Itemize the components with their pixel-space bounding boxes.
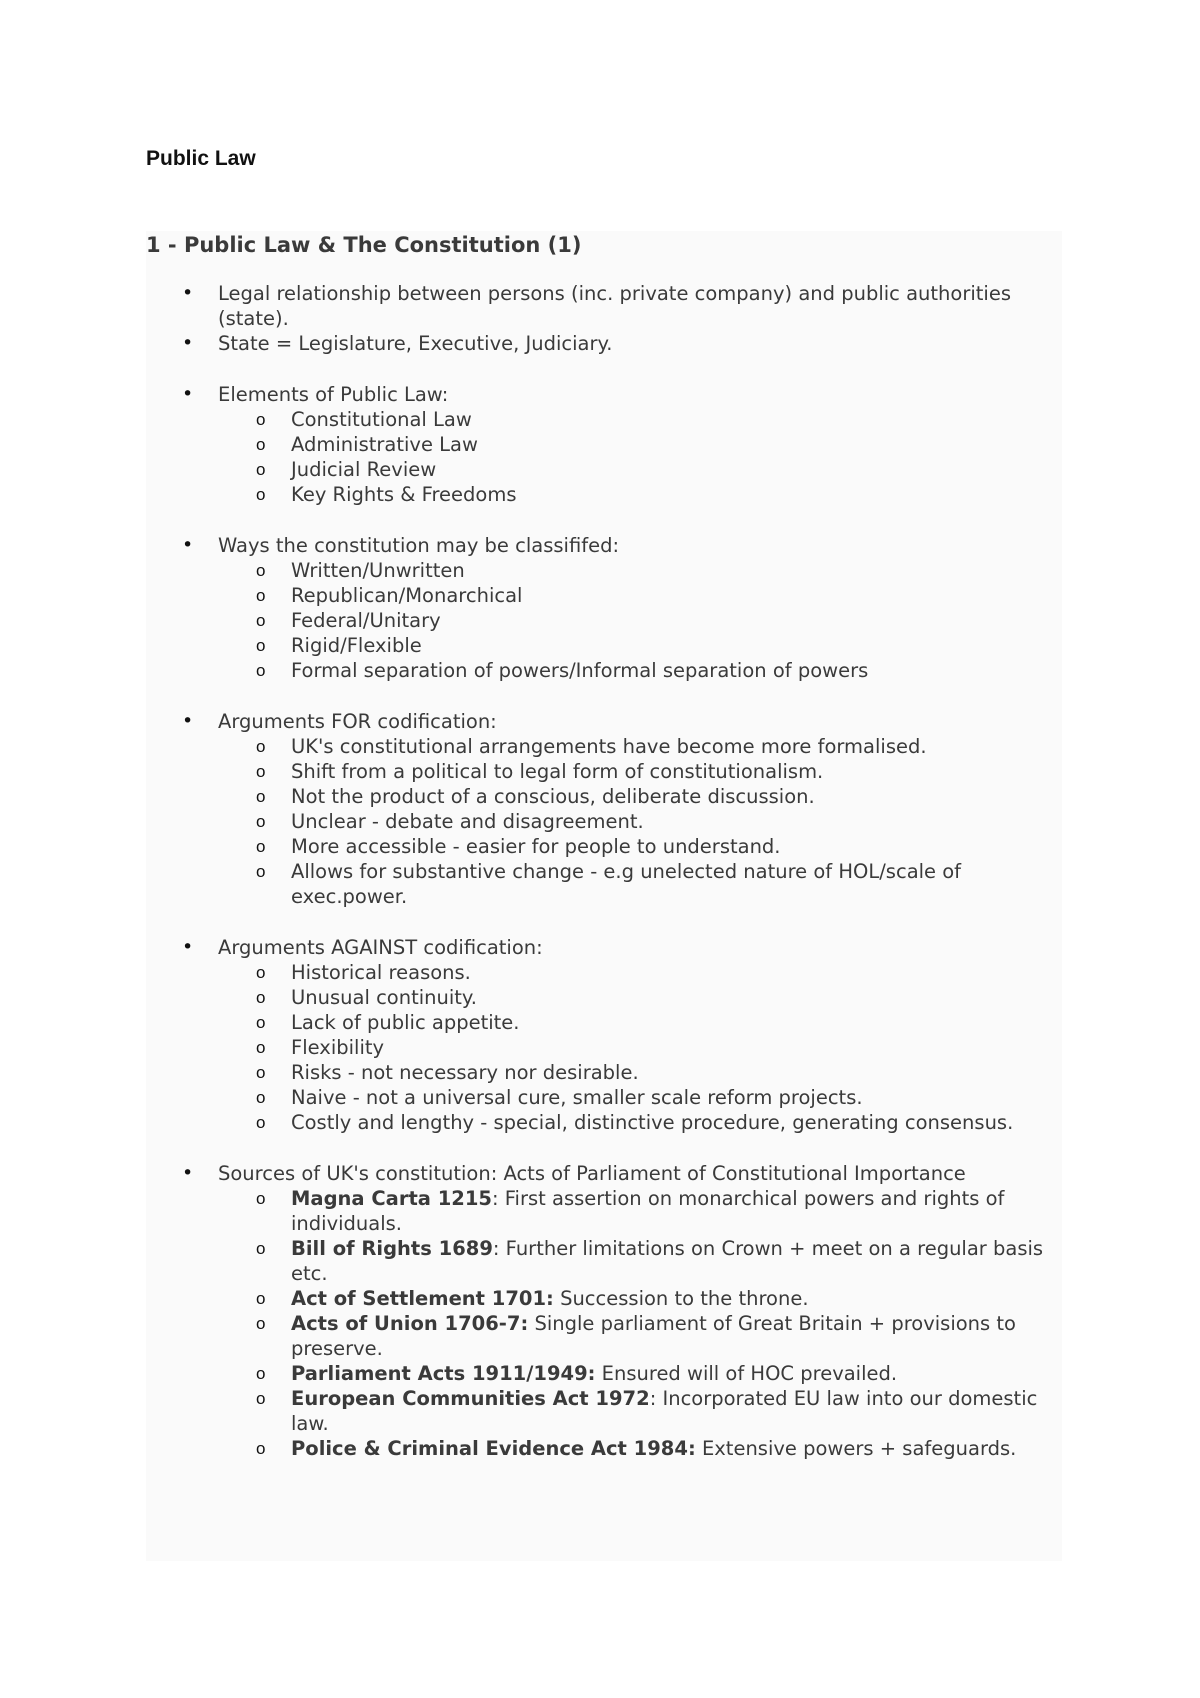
sub-bullet-icon: o <box>256 812 266 831</box>
bullet-item <box>146 1161 1062 1186</box>
sub-bullet-icon: o <box>256 963 266 982</box>
bullet-text: Arguments AGAINST codification: <box>218 936 543 959</box>
sub-item <box>146 457 1062 482</box>
bullet-item <box>146 709 1062 734</box>
act-description: Extensive powers + safeguards. <box>695 1437 1017 1460</box>
sub-item-text: Administrative Law <box>291 433 478 456</box>
sub-item-text: Unusual continuity. <box>291 986 477 1009</box>
bullet-text: Elements of Public Law: <box>218 383 449 406</box>
sub-item <box>146 1110 1062 1135</box>
bullet-item <box>146 331 1062 356</box>
source-item <box>146 1386 1062 1436</box>
bullet-text: Arguments FOR codification: <box>218 710 497 733</box>
sub-bullet-icon: o <box>256 737 266 756</box>
sub-item <box>146 432 1062 457</box>
act-description: Succession to the throne. <box>553 1287 809 1310</box>
sub-item-text: Lack of public appetite. <box>291 1011 520 1034</box>
sub-item <box>146 608 1062 633</box>
sub-bullet-icon: o <box>256 561 266 580</box>
sub-item <box>146 1035 1062 1060</box>
sub-bullet-icon: o <box>256 611 266 630</box>
act-description: Single parliament of Great Britain + provisions to preserve. <box>291 1312 1016 1360</box>
sub-bullet-icon: o <box>256 1189 266 1208</box>
sub-item <box>146 985 1062 1010</box>
act-name: Magna Carta 1215 <box>291 1187 492 1210</box>
sub-bullet-icon: o <box>256 862 266 881</box>
bullet-dot-icon: • <box>182 383 194 405</box>
bullet-group <box>146 382 1062 507</box>
section-heading: 1 - Public Law & The Constitution (1) <box>146 233 582 257</box>
sub-bullet-icon: o <box>256 1364 266 1383</box>
sub-item-text: Key Rights & Freedoms <box>291 483 517 506</box>
sub-bullet-icon: o <box>256 1113 266 1132</box>
sub-item-text: Costly and lengthy - special, distinctive procedure, generating consensus. <box>291 1111 1014 1134</box>
sub-item-text: Not the product of a conscious, deliberate discussion. <box>291 785 815 808</box>
sub-bullet-icon: o <box>256 762 266 781</box>
sub-item-text: Unclear - debate and disagreement. <box>291 810 644 833</box>
bullet-item <box>146 533 1062 558</box>
source-item <box>146 1311 1062 1361</box>
sub-item-text: Risks - not necessary nor desirable. <box>291 1061 639 1084</box>
bullet-text: Sources of UK's constitution: Acts of Parliament of Constitutional Importance <box>218 1162 966 1185</box>
bullet-item <box>146 382 1062 407</box>
bullet-group <box>146 533 1062 683</box>
sub-bullet-icon: o <box>256 586 266 605</box>
bullet-text: Ways the constitution may be classififed: <box>218 534 620 557</box>
sub-item <box>146 784 1062 809</box>
sub-bullet-icon: o <box>256 1063 266 1082</box>
sub-bullet-icon: o <box>256 410 266 429</box>
act-name: Acts of Union 1706-7: <box>291 1312 529 1335</box>
act-name: Police & Criminal Evidence Act 1984: <box>291 1437 696 1460</box>
bullet-dot-icon: • <box>182 282 194 304</box>
content-area <box>146 231 1062 1487</box>
sub-item-text: Rigid/Flexible <box>291 634 422 657</box>
bullet-dot-icon: • <box>182 936 194 958</box>
sub-item <box>146 1085 1062 1110</box>
sub-bullet-icon: o <box>256 1314 266 1333</box>
sub-item <box>146 633 1062 658</box>
bullet-dot-icon: • <box>182 710 194 732</box>
bullet-item <box>146 281 1062 331</box>
sub-bullet-icon: o <box>256 837 266 856</box>
sub-item-text: Judicial Review <box>291 458 437 481</box>
sub-item <box>146 809 1062 834</box>
sub-item <box>146 407 1062 432</box>
bullet-list <box>146 281 1062 1461</box>
sub-item <box>146 834 1062 859</box>
sub-bullet-icon: o <box>256 1239 266 1258</box>
sub-bullet-icon: o <box>256 1038 266 1057</box>
act-name: Bill of Rights 1689 <box>291 1237 493 1260</box>
sub-item <box>146 1010 1062 1035</box>
bullet-text: State = Legislature, Executive, Judiciary. <box>218 332 613 355</box>
sub-list <box>146 558 1062 683</box>
sub-item-text: Historical reasons. <box>291 961 471 984</box>
sub-list <box>146 734 1062 909</box>
sub-bullet-icon: o <box>256 1289 266 1308</box>
sub-item <box>146 734 1062 759</box>
source-item <box>146 1286 1062 1311</box>
sub-item-text: Federal/Unitary <box>291 609 441 632</box>
sub-item-text: More accessible - easier for people to understand. <box>291 835 781 858</box>
bullet-group <box>146 281 1062 356</box>
sub-bullet-icon: o <box>256 435 266 454</box>
bullet-group <box>146 709 1062 909</box>
sub-item-text: Allows for substantive change - e.g unelected nature of HOL/scale of exec.power. <box>291 860 962 908</box>
sub-item <box>146 859 1062 909</box>
source-item <box>146 1236 1062 1286</box>
act-description: : Further limitations on Crown + meet on a regular basis etc. <box>291 1237 1044 1285</box>
sub-item <box>146 583 1062 608</box>
sub-item-text: Flexibility <box>291 1036 385 1059</box>
bullet-group <box>146 1161 1062 1461</box>
sub-item-text: Formal separation of powers/Informal separation of powers <box>291 659 869 682</box>
source-item <box>146 1436 1062 1461</box>
sub-item-text: Naive - not a universal cure, smaller scale reform projects. <box>291 1086 863 1109</box>
sub-bullet-icon: o <box>256 1013 266 1032</box>
bullet-item <box>146 935 1062 960</box>
sub-item-text: Constitutional Law <box>291 408 472 431</box>
sub-bullet-icon: o <box>256 1389 266 1408</box>
sub-item <box>146 558 1062 583</box>
act-description: : First assertion on monarchical powers and rights of individuals. <box>291 1187 1005 1235</box>
sub-list <box>146 960 1062 1135</box>
sources-list <box>146 1186 1062 1461</box>
act-description: Ensured will of HOC prevailed. <box>595 1362 898 1385</box>
bullet-text: Legal relationship between persons (inc. private company) and public authorities (state). <box>218 282 1011 330</box>
sub-bullet-icon: o <box>256 485 266 504</box>
sub-list <box>146 407 1062 507</box>
sub-bullet-icon: o <box>256 460 266 479</box>
sub-bullet-icon: o <box>256 988 266 1007</box>
sub-bullet-icon: o <box>256 1088 266 1107</box>
bullet-dot-icon: • <box>182 332 194 354</box>
act-description: : Incorporated EU law into our domestic law. <box>291 1387 1038 1435</box>
sub-bullet-icon: o <box>256 636 266 655</box>
source-item <box>146 1361 1062 1386</box>
bullet-dot-icon: • <box>182 1162 194 1184</box>
sub-item-text: Shift from a political to legal form of constitutionalism. <box>291 760 824 783</box>
sub-item <box>146 960 1062 985</box>
sub-item <box>146 658 1062 683</box>
sub-bullet-icon: o <box>256 787 266 806</box>
sub-item-text: Republican/Monarchical <box>291 584 523 607</box>
source-item <box>146 1186 1062 1236</box>
sub-item-text: Written/Unwritten <box>291 559 465 582</box>
act-name: European Communities Act 1972 <box>291 1387 650 1410</box>
sub-item <box>146 759 1062 784</box>
bullet-group <box>146 935 1062 1135</box>
sub-item-text: UK's constitutional arrangements have become more formalised. <box>291 735 927 758</box>
sub-item <box>146 482 1062 507</box>
act-name: Parliament Acts 1911/1949: <box>291 1362 596 1385</box>
document-title: Public Law <box>146 147 256 170</box>
sub-bullet-icon: o <box>256 661 266 680</box>
sub-bullet-icon: o <box>256 1439 266 1458</box>
bullet-dot-icon: • <box>182 534 194 556</box>
sub-item <box>146 1060 1062 1085</box>
act-name: Act of Settlement 1701: <box>291 1287 554 1310</box>
